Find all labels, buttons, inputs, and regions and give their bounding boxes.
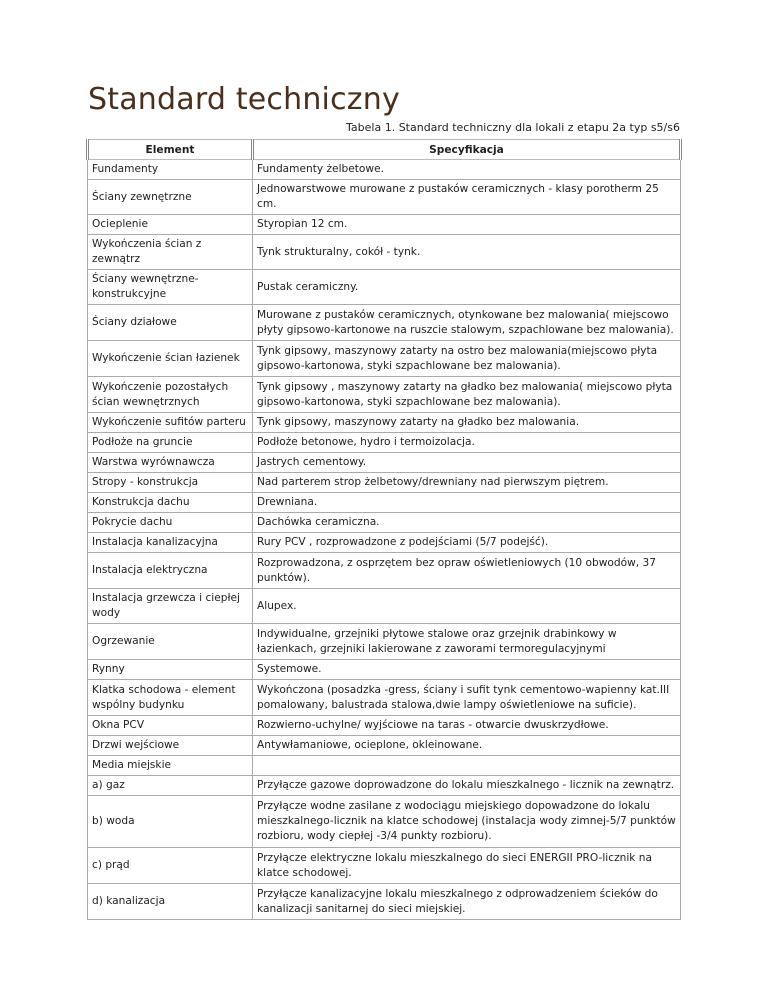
cell-specification: Przyłącze kanalizacyjne lokalu mieszkalnego z odprowadzeniem ścieków do kanalizacji sanitarnej do sieci miejskiej. — [253, 884, 681, 920]
cell-element: Fundamenty — [88, 160, 253, 180]
cell-element: Instalacja kanalizacyjna — [88, 533, 253, 553]
table-row — [88, 215, 681, 235]
cell-element: Ogrzewanie — [88, 624, 253, 660]
cell-element: Podłoże na gruncie — [88, 433, 253, 453]
table-row — [88, 235, 681, 270]
cell-element: Wykończenia ścian z zewnątrz — [88, 235, 253, 270]
table-row — [88, 589, 681, 624]
cell-element: Konstrukcja dachu — [88, 493, 253, 513]
cell-element: Wykończenie sufitów parteru — [88, 413, 253, 433]
cell-element: Pokrycie dachu — [88, 513, 253, 533]
table-row — [88, 341, 681, 377]
table-row — [88, 513, 681, 533]
table-row — [88, 493, 681, 513]
cell-specification: Podłoże betonowe, hydro i termoizolacja. — [253, 433, 681, 453]
cell-specification: Jednowarstwowe murowane z pustaków ceramicznych - klasy porotherm 25 cm. — [253, 180, 681, 215]
cell-element: a) gaz — [88, 776, 253, 796]
page-title: Standard techniczny — [88, 82, 400, 117]
cell-element: c) prąd — [88, 848, 253, 884]
cell-specification: Nad parterem strop żelbetowy/drewniany nad pierwszym piętrem. — [253, 473, 681, 493]
table-row — [88, 453, 681, 473]
table-row — [88, 533, 681, 553]
cell-element: Okna PCV — [88, 716, 253, 736]
cell-specification: Tynk gipsowy , maszynowy zatarty na gładko bez malowania( miejscowo płyta gipsowo-kartonowa, styki szpachlowane bez malowania). — [253, 377, 681, 413]
table-row — [88, 796, 681, 848]
cell-specification: Fundamenty żelbetowe. — [253, 160, 681, 180]
table-row — [88, 660, 681, 680]
cell-specification: Indywidualne, grzejniki płytowe stalowe oraz grzejnik drabinkowy w łazienkach, grzejniki lakierowane z zaworami termoregulacyjnymi — [253, 624, 681, 660]
table-caption: Tabela 1. Standard techniczny dla lokali z etapu 2a typ s5/s6 — [346, 121, 680, 134]
cell-specification: Styropian 12 cm. — [253, 215, 681, 235]
cell-specification: Systemowe. — [253, 660, 681, 680]
table-header-row — [88, 140, 681, 160]
cell-specification: Rozprowadzona, z osprzętem bez opraw oświetleniowych (10 obwodów, 37 punktów). — [253, 553, 681, 589]
cell-element: Media miejskie — [88, 756, 253, 776]
cell-specification: Przyłącze elektryczne lokalu mieszkalnego do sieci ENERGII PRO-licznik na klatce schodowej. — [253, 848, 681, 884]
table-row — [88, 305, 681, 341]
cell-specification: Tynk strukturalny, cokół - tynk. — [253, 235, 681, 270]
cell-element: Warstwa wyrównawcza — [88, 453, 253, 473]
table-row — [88, 180, 681, 215]
table-row — [88, 377, 681, 413]
cell-element: Instalacja elektryczna — [88, 553, 253, 589]
cell-specification: Jastrych cementowy. — [253, 453, 681, 473]
cell-specification: Murowane z pustaków ceramicznych, otynkowane bez malowania( miejscowo płyty gipsowo-kartonowe na ruszcie stalowym, szpachlowane bez malowania). — [253, 305, 681, 341]
table-row — [88, 553, 681, 589]
cell-specification: Przyłącze gazowe doprowadzone do lokalu mieszkalnego - licznik na zewnątrz. — [253, 776, 681, 796]
table-row — [88, 736, 681, 756]
cell-element: Instalacja grzewcza i ciepłej wody — [88, 589, 253, 624]
table-row — [88, 716, 681, 736]
cell-element: Ściany działowe — [88, 305, 253, 341]
cell-specification: Tynk gipsowy, maszynowy zatarty na ostro bez malowania(miejscowo płyta gipsowo-kartonowa, styki szpachlowane bez malowania). — [253, 341, 681, 377]
cell-specification: Drewniana. — [253, 493, 681, 513]
cell-specification: Przyłącze wodne zasilane z wodociągu miejskiego dopowadzone do lokalu mieszkalnego-licznik na klatce schodowej (instalacja wody zimnej-5/7 punktów rozbioru, wody ciepłej -3/4 punkty rozbioru). — [253, 796, 681, 848]
table-row — [88, 848, 681, 884]
cell-specification: Alupex. — [253, 589, 681, 624]
cell-element: Ściany zewnętrzne — [88, 180, 253, 215]
cell-element: Klatka schodowa - element wspólny budynku — [88, 680, 253, 716]
table-row — [88, 160, 681, 180]
table-row — [88, 270, 681, 305]
cell-specification — [253, 756, 681, 776]
cell-element: Ściany wewnętrzne-konstrukcyjne — [88, 270, 253, 305]
specification-table — [86, 139, 682, 920]
table-row — [88, 776, 681, 796]
cell-element: Wykończenie pozostałych ścian wewnętrznych — [88, 377, 253, 413]
cell-element: Wykończenie ścian łazienek — [88, 341, 253, 377]
cell-element: d) kanalizacja — [88, 884, 253, 920]
table-row — [88, 624, 681, 660]
table-row — [88, 473, 681, 493]
cell-element: Ocieplenie — [88, 215, 253, 235]
cell-specification: Antywłamaniowe, ocieplone, okleinowane. — [253, 736, 681, 756]
table-row — [88, 756, 681, 776]
cell-specification: Rury PCV , rozprowadzone z podejściami (5/7 podejść). — [253, 533, 681, 553]
table-row — [88, 433, 681, 453]
header-specification: Specyfikacja — [253, 140, 681, 160]
header-element: Element — [88, 140, 253, 160]
cell-specification: Rozwierno-uchylne/ wyjściowe na taras - otwarcie dwuskrzydłowe. — [253, 716, 681, 736]
table-row — [88, 680, 681, 716]
table-row — [88, 413, 681, 433]
table-row — [88, 884, 681, 920]
cell-specification: Pustak ceramiczny. — [253, 270, 681, 305]
cell-element: Rynny — [88, 660, 253, 680]
cell-element: b) woda — [88, 796, 253, 848]
cell-specification: Wykończona (posadzka -gress, ściany i sufit tynk cementowo-wapienny kat.III pomalowany, balustrada stalowa,dwie lampy oświetleniowe na suficie). — [253, 680, 681, 716]
cell-element: Stropy - konstrukcja — [88, 473, 253, 493]
cell-specification: Dachówka ceramiczna. — [253, 513, 681, 533]
cell-element: Drzwi wejściowe — [88, 736, 253, 756]
cell-specification: Tynk gipsowy, maszynowy zatarty na gładko bez malowania. — [253, 413, 681, 433]
